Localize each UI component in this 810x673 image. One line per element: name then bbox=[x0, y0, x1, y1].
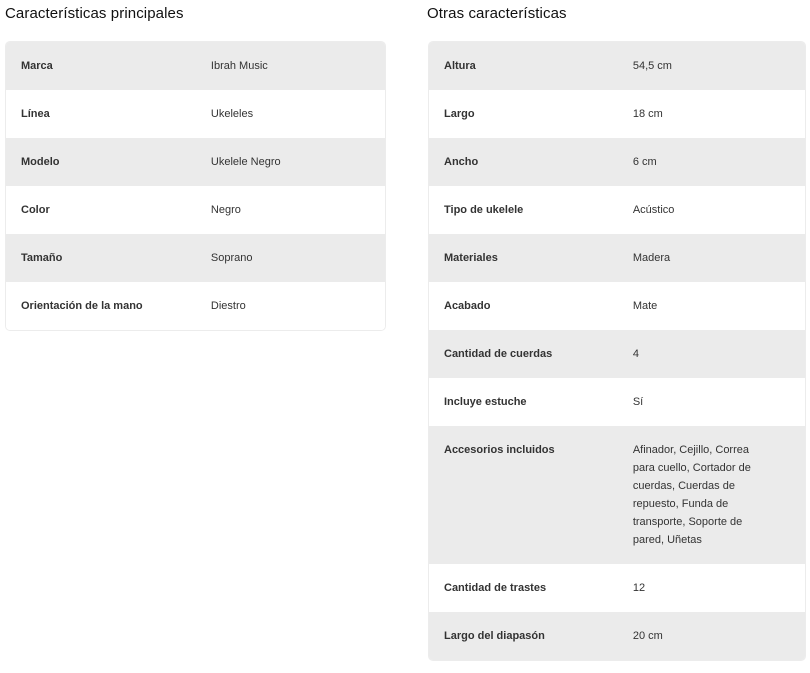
table-row bbox=[429, 330, 805, 378]
spec-key: Cantidad de cuerdas bbox=[444, 348, 553, 360]
table-row bbox=[429, 138, 805, 186]
spec-value: Negro bbox=[210, 204, 241, 216]
spec-value: 18 cm bbox=[632, 108, 663, 120]
spec-key: Cantidad de trastes bbox=[444, 582, 547, 594]
spec-value: Ukelele Negro bbox=[210, 156, 281, 168]
table-row bbox=[6, 138, 385, 186]
spec-value: Sí bbox=[632, 396, 644, 408]
spec-value: Acústico bbox=[632, 204, 675, 216]
main-features-title: Características principales bbox=[5, 5, 184, 22]
spec-value: Mate bbox=[632, 300, 658, 312]
spec-key: Altura bbox=[444, 60, 476, 72]
spec-key: Largo del diapasón bbox=[444, 630, 545, 642]
table-row bbox=[429, 282, 805, 330]
spec-key: Largo bbox=[444, 108, 475, 120]
spec-value: 4 bbox=[632, 348, 639, 360]
spec-value: 6 cm bbox=[632, 156, 657, 168]
table-row bbox=[429, 426, 805, 564]
spec-key: Ancho bbox=[444, 156, 479, 168]
spec-key: Orientación de la mano bbox=[21, 300, 143, 312]
table-row bbox=[429, 90, 805, 138]
spec-value: 54,5 cm bbox=[632, 60, 672, 72]
main-features-table bbox=[5, 41, 386, 331]
spec-key: Línea bbox=[21, 108, 50, 120]
table-row bbox=[429, 234, 805, 282]
spec-value: Ukeleles bbox=[210, 108, 254, 120]
table-row bbox=[429, 186, 805, 234]
spec-key: Marca bbox=[21, 60, 53, 72]
table-row bbox=[429, 612, 805, 660]
spec-key: Tamaño bbox=[21, 252, 63, 264]
spec-key: Tipo de ukelele bbox=[444, 204, 524, 216]
table-row bbox=[6, 90, 385, 138]
table-row bbox=[429, 42, 805, 90]
table-row bbox=[6, 186, 385, 234]
table-row bbox=[6, 234, 385, 282]
spec-key: Color bbox=[21, 204, 50, 216]
spec-value: Diestro bbox=[210, 300, 246, 312]
spec-key: Incluye estuche bbox=[444, 396, 527, 408]
table-row bbox=[6, 42, 385, 90]
spec-value: Madera bbox=[632, 252, 671, 264]
spec-value: Afinador, Cejillo, Correa para cuello, Cortador de cuerdas, Cuerdas de repuesto, Funda de transporte, Soporte de pared, Uñetas bbox=[632, 444, 751, 546]
spec-key: Acabado bbox=[444, 300, 491, 312]
spec-value: Ibrah Music bbox=[210, 60, 268, 72]
other-features-title: Otras características bbox=[427, 5, 567, 22]
spec-value: 12 bbox=[632, 582, 646, 594]
spec-key: Modelo bbox=[21, 156, 60, 168]
table-row bbox=[429, 378, 805, 426]
spec-value: 20 cm bbox=[632, 630, 663, 642]
spec-key: Accesorios incluidos bbox=[444, 444, 555, 456]
table-row bbox=[429, 564, 805, 612]
spec-value: Soprano bbox=[210, 252, 253, 264]
table-row bbox=[6, 282, 385, 330]
spec-key: Materiales bbox=[444, 252, 498, 264]
other-features-table bbox=[428, 41, 806, 661]
